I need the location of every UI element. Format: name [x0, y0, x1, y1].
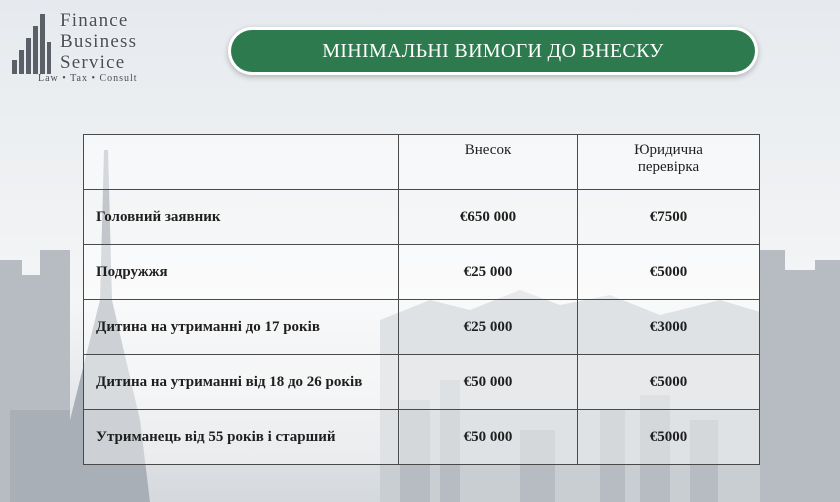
table-row — [84, 410, 760, 465]
logo-line-1: Finance — [60, 10, 129, 31]
logo-line-2: Business — [60, 31, 138, 52]
legal-check-value: €5000 — [578, 355, 760, 410]
legal-check-value: €3000 — [578, 300, 760, 355]
row-label: Головний заявник — [84, 190, 399, 245]
logo-line-3: Service — [60, 52, 126, 73]
contribution-value: €50 000 — [399, 355, 578, 410]
legal-check-value: €5000 — [578, 245, 760, 300]
table-row — [84, 190, 760, 245]
header-legal-check: Юридична перевірка — [578, 135, 760, 190]
slide-title: МІНІМАЛЬНІ ВИМОГИ ДО ВНЕСКУ — [231, 30, 755, 72]
legal-check-value: €7500 — [578, 190, 760, 245]
table-row — [84, 300, 760, 355]
row-label: Подружжя — [84, 245, 399, 300]
row-label: Утриманець від 55 років і старший — [84, 410, 399, 465]
header-empty — [84, 135, 399, 190]
table-row — [84, 245, 760, 300]
contribution-value: €25 000 — [399, 245, 578, 300]
row-label: Дитина на утриманні від 18 до 26 років — [84, 355, 399, 410]
logo-tagline: Law • Tax • Consult — [38, 73, 138, 84]
company-logo — [10, 10, 180, 90]
table-row — [84, 355, 760, 410]
header-contribution: Внесок — [399, 135, 578, 190]
contribution-value: €25 000 — [399, 300, 578, 355]
row-label: Дитина на утриманні до 17 років — [84, 300, 399, 355]
legal-check-value: €5000 — [578, 410, 760, 465]
contribution-value: €650 000 — [399, 190, 578, 245]
table-header-row — [84, 135, 760, 190]
contribution-value: €50 000 — [399, 410, 578, 465]
building-logo-icon — [10, 12, 60, 74]
slide-title-banner — [228, 27, 758, 75]
contribution-requirements-table — [83, 134, 760, 465]
